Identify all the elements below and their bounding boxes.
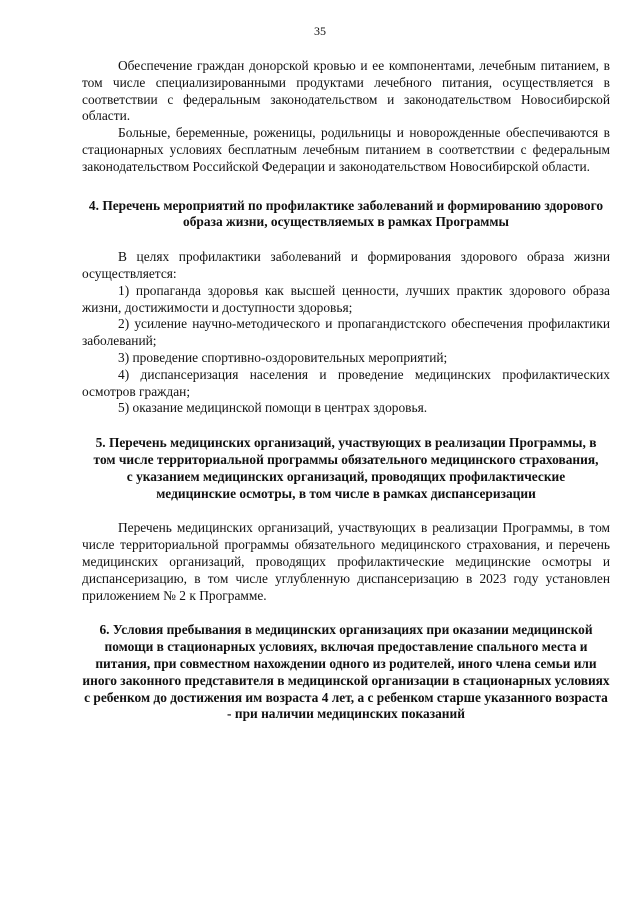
list-item: 3) проведение спортивно-оздоровительных мероприятий;	[118, 349, 448, 365]
section-4-lead: В целях профилактики заболеваний и формирования здорового образа жизни осуществляется:	[82, 249, 610, 281]
list-item: 5) оказание медицинской помощи в центрах здоровья.	[118, 400, 428, 416]
section-6-title: 6. Условия пребывания в медицинских организациях при оказании медицинской помощи в стационарных условиях, включая предоставление спального места и питания, при совместном нахождении одного из родителей, иного члена семьи или иного законного представителя в медицинской организации в стационарных условиях с ребенком до достижения им возраста 4 лет, а с ребенком старше указанного возраста - при наличии медицинских показаний	[82, 622, 610, 722]
list-item: 1) пропаганда здоровья как высшей ценности, лучших практик здорового образа жизни, достижимости и доступности здоровья;	[82, 282, 610, 315]
page-number: 35	[314, 24, 326, 38]
document-body	[82, 58, 610, 723]
section-5-body: Перечень медицинских организаций, участвующих в реализации Программы, в том числе территориальной программы обязательного медицинского страхования, и перечень медицинских организаций, проводящих профилактические медицинские осмотры и диспансеризацию, в том числе углубленную диспансеризацию в 2023 году установлен приложением № 2 к Программе.	[82, 520, 610, 603]
list-item: 2) усиление научно-методического и пропагандистского обеспечения профилактики заболеваний;	[82, 316, 610, 349]
section-4-title: 4. Перечень мероприятий по профилактике заболеваний и формированию здорового образа жизни, осуществляемых в рамках Программы	[88, 197, 604, 230]
paragraph: Обеспечение граждан донорской кровью и ее компонентами, лечебным питанием, в том числе специализированными продуктами лечебного питания, осуществляется в соответствии с федеральным законодательством и законодательством Новосибирской области.	[82, 58, 610, 124]
paragraph: Больные, беременные, роженицы, родильницы и новорожденные обеспечиваются в стационарных условиях бесплатным лечебным питанием в соответствии с федеральным законодательством Российской Федерации и законодательством Новосибирской области.	[82, 125, 610, 174]
section-5-title: 5. Перечень медицинских организаций, участвующих в реализации Программы, в том числе территориальной программы обязательного медицинского страхования, с указанием медицинских организаций, проводящих профилактические медицинские осмотры, в том числе в рамках диспансеризации	[93, 435, 599, 501]
list-item: 4) диспансеризация населения и проведение медицинских профилактических осмотров граждан;	[82, 366, 610, 399]
